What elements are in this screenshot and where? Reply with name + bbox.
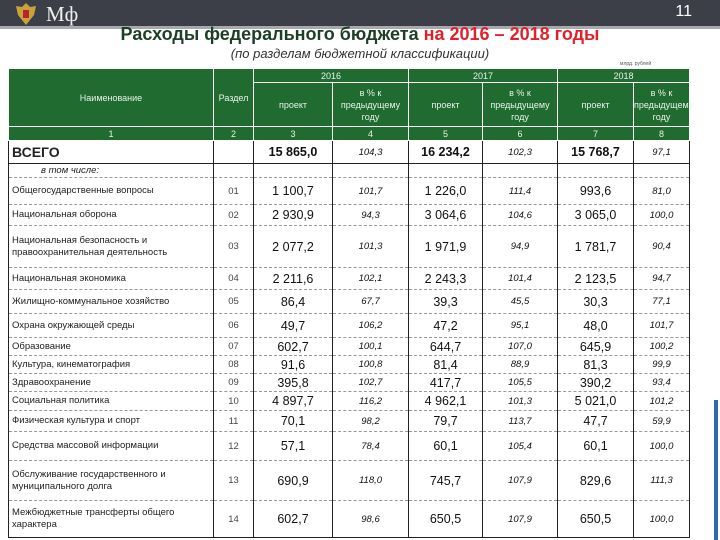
project-cell: 47,7 (558, 411, 634, 432)
row-name: Охрана окружающей среды (9, 314, 214, 338)
row-name: Национальная экономика (9, 268, 214, 290)
pct-cell: 81,0 (634, 178, 690, 205)
column-number: 6 (483, 127, 558, 141)
pct-cell: 102,1 (333, 268, 409, 290)
page-title (0, 24, 720, 45)
project-cell: 49,7 (254, 314, 333, 338)
pct-cell: 77,1 (634, 290, 690, 314)
project-cell: 2 077,2 (254, 226, 333, 268)
row-name: Национальная оборона (9, 205, 214, 226)
ministry-logo: Мф (46, 2, 79, 26)
pct-cell: 98,6 (333, 501, 409, 538)
project-cell: 3 064,6 (409, 205, 483, 226)
project-cell: 15 865,0 (254, 141, 333, 164)
project-cell: 745,7 (409, 461, 483, 501)
row-name: Социальная политика (9, 392, 214, 411)
pct-cell: 101,3 (483, 392, 558, 411)
pct-cell: 95,1 (483, 314, 558, 338)
table-row (9, 501, 690, 538)
empty-cell (634, 164, 690, 178)
project-cell: 86,4 (254, 290, 333, 314)
project-cell: 417,7 (409, 374, 483, 392)
project-cell: 16 234,2 (409, 141, 483, 164)
project-cell: 60,1 (558, 432, 634, 461)
project-cell: 690,9 (254, 461, 333, 501)
row-section-code: 08 (214, 356, 254, 374)
project-cell: 48,0 (558, 314, 634, 338)
project-cell: 79,7 (409, 411, 483, 432)
pct-cell: 104,6 (483, 205, 558, 226)
row-name: ВСЕГО (9, 141, 214, 164)
pct-cell: 111,4 (483, 178, 558, 205)
header-year: 2016 (254, 69, 409, 83)
pct-cell: 100,0 (634, 432, 690, 461)
pct-cell: 102,3 (483, 141, 558, 164)
project-cell: 15 768,7 (558, 141, 634, 164)
row-section-code: 04 (214, 268, 254, 290)
project-cell: 650,5 (409, 501, 483, 538)
pct-cell: 93,4 (634, 374, 690, 392)
empty-cell (333, 164, 409, 178)
row-name: Общегосударственные вопросы (9, 178, 214, 205)
row-name: Межбюджетные трансферты общего характера (9, 501, 214, 538)
pct-cell: 94,3 (333, 205, 409, 226)
row-name: Образование (9, 338, 214, 356)
project-cell: 3 065,0 (558, 205, 634, 226)
row-section-code: 06 (214, 314, 254, 338)
project-cell: 602,7 (254, 338, 333, 356)
project-cell: 650,5 (558, 501, 634, 538)
row-section-code: 10 (214, 392, 254, 411)
project-cell: 2 211,6 (254, 268, 333, 290)
column-number: 2 (214, 127, 254, 141)
pct-cell: 104,3 (333, 141, 409, 164)
pct-cell: 107,9 (483, 501, 558, 538)
pct-cell: 94,9 (483, 226, 558, 268)
row-name: Средства массовой информации (9, 432, 214, 461)
project-cell: 390,2 (558, 374, 634, 392)
units-label: млрд. рублей (620, 61, 652, 67)
pct-cell: 105,4 (483, 432, 558, 461)
pct-cell: 100,8 (333, 356, 409, 374)
pct-cell: 105,5 (483, 374, 558, 392)
pct-cell: 94,7 (634, 268, 690, 290)
header-year: 2018 (558, 69, 690, 83)
page-subtitle: (по разделам бюджетной классификации) (230, 46, 490, 61)
empty-cell (214, 164, 254, 178)
pct-cell: 88,9 (483, 356, 558, 374)
row-section-code: 13 (214, 461, 254, 501)
pct-cell: 45,5 (483, 290, 558, 314)
table-row (9, 411, 690, 432)
project-cell: 1 100,7 (254, 178, 333, 205)
title-main: Расходы федерального бюджета (120, 24, 424, 44)
project-cell: 1 226,0 (409, 178, 483, 205)
pct-cell: 111,3 (634, 461, 690, 501)
header-pct: в % к предыдущему году (333, 83, 409, 127)
pct-cell: 118,0 (333, 461, 409, 501)
table-row (9, 374, 690, 392)
header-section: Раздел (214, 69, 254, 127)
row-name: Национальная безопасность и правоохранительная деятельность (9, 226, 214, 268)
header-project: проект (558, 83, 634, 127)
project-cell: 30,3 (558, 290, 634, 314)
pct-cell: 78,4 (333, 432, 409, 461)
title-highlight: на 2016 – 2018 годы (423, 24, 600, 44)
row-section-code: 02 (214, 205, 254, 226)
pct-cell: 100,1 (333, 338, 409, 356)
column-number: 4 (333, 127, 409, 141)
pct-cell: 59,9 (634, 411, 690, 432)
row-section-code (214, 141, 254, 164)
project-cell: 829,6 (558, 461, 634, 501)
including-label: в том числе: (9, 164, 214, 178)
pct-cell: 107,9 (483, 461, 558, 501)
column-number: 1 (9, 127, 214, 141)
row-name: Здравоохранение (9, 374, 214, 392)
table-row (9, 226, 690, 268)
table-row (9, 432, 690, 461)
project-cell: 1 781,7 (558, 226, 634, 268)
table-row (9, 268, 690, 290)
empty-cell (558, 164, 634, 178)
empty-cell (409, 164, 483, 178)
project-cell: 5 021,0 (558, 392, 634, 411)
project-cell: 993,6 (558, 178, 634, 205)
pct-cell: 101,7 (333, 178, 409, 205)
project-cell: 4 897,7 (254, 392, 333, 411)
side-accent-bar (714, 400, 718, 540)
table-row (9, 461, 690, 501)
page-number: 11 (675, 3, 692, 20)
project-cell: 645,9 (558, 338, 634, 356)
pct-cell: 97,1 (634, 141, 690, 164)
empty-cell (254, 164, 333, 178)
row-section-code: 11 (214, 411, 254, 432)
total-row (9, 141, 690, 164)
project-cell: 81,4 (409, 356, 483, 374)
pct-cell: 102,7 (333, 374, 409, 392)
row-section-code: 01 (214, 178, 254, 205)
project-cell: 602,7 (254, 501, 333, 538)
table-row (9, 314, 690, 338)
pct-cell: 90,4 (634, 226, 690, 268)
project-cell: 60,1 (409, 432, 483, 461)
pct-cell: 100,0 (634, 501, 690, 538)
pct-cell: 106,2 (333, 314, 409, 338)
row-section-code: 09 (214, 374, 254, 392)
pct-cell: 99,9 (634, 356, 690, 374)
project-cell: 2 930,9 (254, 205, 333, 226)
pct-cell: 101,4 (483, 268, 558, 290)
table-row (9, 290, 690, 314)
table-row (9, 338, 690, 356)
project-cell: 644,7 (409, 338, 483, 356)
row-section-code: 14 (214, 501, 254, 538)
row-section-code: 03 (214, 226, 254, 268)
budget-table (8, 68, 694, 538)
project-cell: 2 123,5 (558, 268, 634, 290)
pct-cell: 101,7 (634, 314, 690, 338)
project-cell: 2 243,3 (409, 268, 483, 290)
column-number: 5 (409, 127, 483, 141)
column-number: 7 (558, 127, 634, 141)
pct-cell: 101,2 (634, 392, 690, 411)
project-cell: 47,2 (409, 314, 483, 338)
header-name: Наименование (9, 69, 214, 127)
header-pct: в % к предыдущему году (634, 83, 690, 127)
row-section-code: 12 (214, 432, 254, 461)
row-section-code: 07 (214, 338, 254, 356)
row-name: Жилищно-коммунальное хозяйство (9, 290, 214, 314)
row-name: Физическая культура и спорт (9, 411, 214, 432)
table-row (9, 205, 690, 226)
row-name: Культура, кинематография (9, 356, 214, 374)
header-year: 2017 (409, 69, 558, 83)
header-pct: в % к предыдущему году (483, 83, 558, 127)
table-row (9, 392, 690, 411)
project-cell: 70,1 (254, 411, 333, 432)
row-section-code: 05 (214, 290, 254, 314)
pct-cell: 101,3 (333, 226, 409, 268)
pct-cell: 113,7 (483, 411, 558, 432)
empty-cell (483, 164, 558, 178)
pct-cell: 100,2 (634, 338, 690, 356)
project-cell: 39,3 (409, 290, 483, 314)
table-row (9, 356, 690, 374)
project-cell: 4 962,1 (409, 392, 483, 411)
including-row (9, 164, 690, 178)
project-cell: 1 971,9 (409, 226, 483, 268)
table-row (9, 178, 690, 205)
header-project: проект (409, 83, 483, 127)
pct-cell: 107,0 (483, 338, 558, 356)
column-number: 8 (634, 127, 690, 141)
project-cell: 57,1 (254, 432, 333, 461)
project-cell: 91,6 (254, 356, 333, 374)
column-number: 3 (254, 127, 333, 141)
project-cell: 395,8 (254, 374, 333, 392)
header-project: проект (254, 83, 333, 127)
pct-cell: 100,0 (634, 205, 690, 226)
row-name: Обслуживание государственного и муниципального долга (9, 461, 214, 501)
pct-cell: 98,2 (333, 411, 409, 432)
pct-cell: 116,2 (333, 392, 409, 411)
pct-cell: 67,7 (333, 290, 409, 314)
project-cell: 81,3 (558, 356, 634, 374)
